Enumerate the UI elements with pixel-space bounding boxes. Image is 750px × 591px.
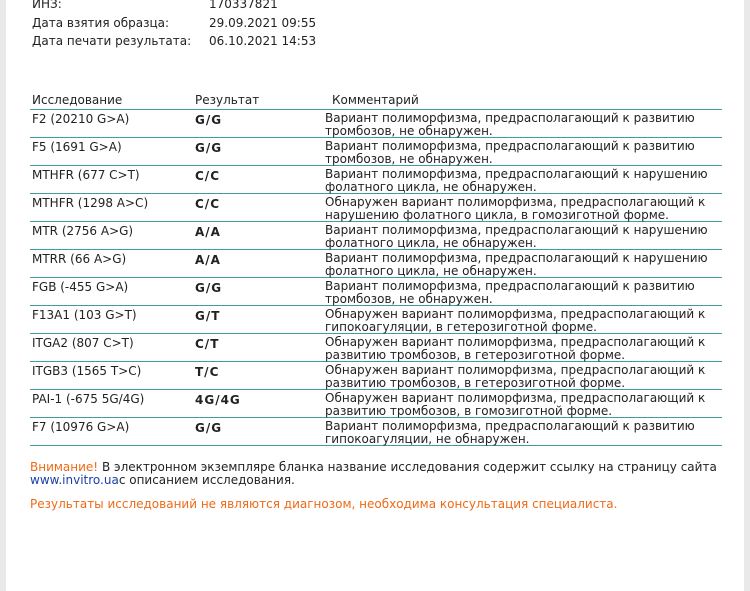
report-page [6, 0, 744, 591]
comment-line-2: фолатного цикла, не обнаружен. [325, 263, 537, 278]
comment-line-2: нарушению фолатного цикла, в гомозиготной форме. [325, 207, 669, 222]
table-row [30, 362, 722, 390]
comment-line-2: гипокоагуляции, не обнаружен. [325, 431, 530, 446]
study-name[interactable]: FGB (-455 G>A) [32, 280, 129, 294]
result-value: 4G/4G [195, 393, 241, 407]
meta-row-inz [32, 0, 316, 14]
table-row [30, 306, 722, 334]
comment-line-1: Вариант полиморфизма, предрасполагающий к развитию [325, 111, 695, 125]
comment-line-1: Обнаружен вариант полиморфизма, предрасполагающий к [325, 363, 706, 377]
result-value: G/T [195, 309, 221, 323]
inz-label: ИНЗ: [32, 0, 62, 11]
note-text-2: с описанием исследования. [118, 473, 295, 487]
result-value: G/G [195, 421, 223, 435]
study-name[interactable]: ITGA2 (807 C>T) [32, 336, 134, 350]
table-row [30, 166, 722, 194]
meta-row-print-date [32, 32, 316, 51]
table-row [30, 250, 722, 278]
invitro-link[interactable]: www.invitro.ua [30, 473, 119, 487]
result-value: C/C [195, 169, 220, 183]
meta-row-sample-date [32, 14, 316, 33]
comment-line-2: развитию тромбозов, в гетерозиготной форме. [325, 375, 626, 390]
comment-line-2: тромбозов, не обнаружен. [325, 291, 493, 306]
header-study: Исследование [32, 93, 123, 107]
header-result: Результат [195, 93, 260, 107]
comment-line-1: Обнаружен вариант полиморфизма, предрасполагающий к [325, 391, 706, 405]
comment-line-1: Вариант полиморфизма, предрасполагающий к развитию [325, 279, 695, 293]
result-value: C/C [195, 197, 220, 211]
comment-line-1: Вариант полиморфизма, предрасполагающий к развитию [325, 139, 695, 153]
table-row [30, 390, 722, 418]
inz-value: 170337821 [209, 0, 278, 11]
comment [325, 166, 722, 193]
table-row [30, 110, 722, 138]
table-header [30, 91, 722, 110]
comment [325, 278, 722, 305]
comment-line-2: тромбозов, не обнаружен. [325, 123, 493, 138]
study-name[interactable]: ITGB3 (1565 T>C) [32, 364, 142, 378]
study-name[interactable]: MTR (2756 A>G) [32, 224, 134, 238]
study-name[interactable]: MTHFR (1298 A>C) [32, 196, 149, 210]
comment-line-2: фолатного цикла, не обнаружен. [325, 235, 537, 250]
table-row [30, 194, 722, 222]
result-value: G/G [195, 113, 223, 127]
table-row [30, 278, 722, 306]
comment-line-1: Обнаружен вариант полиморфизма, предрасполагающий к [325, 335, 706, 349]
comment-line-2: развитию тромбозов, в гетерозиготной форме. [325, 347, 626, 362]
comment [325, 138, 722, 165]
comment-line-2: гипокоагуляции, в гетерозиготной форме. [325, 319, 597, 334]
comment-line-1: Вариант полиморфизма, предрасполагающий к нарушению [325, 251, 708, 265]
electronic-copy-note [30, 461, 730, 487]
table-row [30, 222, 722, 250]
study-name[interactable]: MTRR (66 A>G) [32, 252, 127, 266]
comment [325, 250, 722, 277]
comment [325, 222, 722, 249]
comment-line-2: развитию тромбозов, в гомозиготной форме. [325, 403, 613, 418]
comment [325, 110, 722, 137]
comment [325, 362, 722, 389]
print-date-value: 06.10.2021 14:53 [209, 34, 317, 48]
study-name[interactable]: F5 (1691 G>A) [32, 140, 122, 154]
warning-label: Внимание! [30, 460, 99, 474]
study-name[interactable]: F7 (10976 G>A) [32, 420, 130, 434]
comment [325, 306, 722, 333]
results-table [30, 91, 722, 446]
patient-meta [32, 0, 316, 51]
study-name[interactable]: MTHFR (677 C>T) [32, 168, 140, 182]
table-body [30, 110, 722, 446]
result-value: G/G [195, 141, 223, 155]
comment [325, 334, 722, 361]
disclaimer: Результаты исследований не являются диагнозом, необходима консультация специалиста. [30, 497, 618, 511]
comment-line-1: Обнаружен вариант полиморфизма, предрасполагающий к [325, 307, 706, 321]
comment-line-1: Вариант полиморфизма, предрасполагающий к нарушению [325, 223, 708, 237]
note-text-1: В электронном экземпляре бланка название исследования содержит ссылку на страницу сайта [98, 460, 717, 474]
result-value: T/C [195, 365, 220, 379]
comment-line-1: Обнаружен вариант полиморфизма, предрасполагающий к [325, 195, 706, 209]
comment [325, 194, 722, 221]
study-name[interactable]: F13A1 (103 G>T) [32, 308, 137, 322]
result-value: G/G [195, 281, 223, 295]
result-value: C/T [195, 337, 220, 351]
comment [325, 390, 722, 417]
comment-line-2: тромбозов, не обнаружен. [325, 151, 493, 166]
sample-date-label: Дата взятия образца: [32, 15, 170, 30]
print-date-label: Дата печати результата: [32, 34, 192, 48]
result-value: A/A [195, 225, 221, 239]
table-row [30, 138, 722, 166]
comment [325, 418, 722, 445]
study-name[interactable]: PAI-1 (-675 5G/4G) [32, 392, 145, 406]
comment-line-2: фолатного цикла, не обнаружен. [325, 179, 537, 194]
sample-date-value: 29.09.2021 09:55 [209, 15, 317, 30]
comment-line-1: Вариант полиморфизма, предрасполагающий к нарушению [325, 167, 708, 181]
table-row [30, 334, 722, 362]
table-row [30, 418, 722, 446]
study-name[interactable]: F2 (20210 G>A) [32, 112, 130, 126]
result-value: A/A [195, 253, 221, 267]
comment-line-1: Вариант полиморфизма, предрасполагающий к развитию [325, 419, 695, 433]
header-comment: Комментарий [332, 93, 419, 107]
